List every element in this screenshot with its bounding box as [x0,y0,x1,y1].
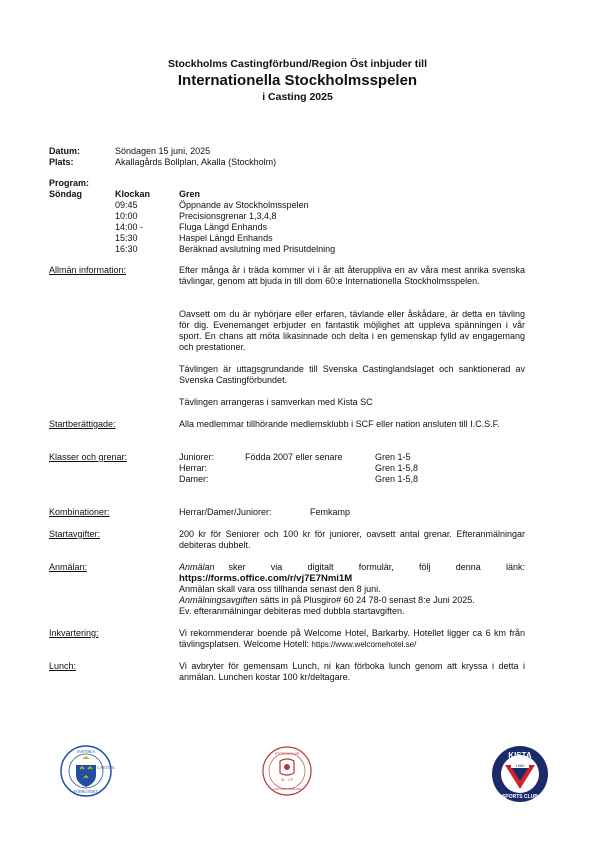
eligibility-text: Alla medlemmar tillhörande medlemsklubb i SCF eller nation ansluten till I.C.S.F. [179,419,500,429]
payment-instruction: sätts in på Plusgiro# 60 24 78-0 senast 8:e Juni 2025. [260,595,475,605]
lodging-label: Inkvartering: [49,628,99,638]
combination-classes: Herrar/Damer/Juniorer: [179,507,272,517]
kista-year: 1980 [515,763,525,768]
lunch-text: Vi avbryter för gemensam Lunch, ni kan förboka lunch genom att kryssa i detta i anmälan. Lunchen kostar 100 kr/deltagare. [179,661,525,682]
general-para-2: Oavsett om du är nybörjare eller erfaren, tävlande eller åskådare, är detta en tävling för dig. Evenemanget erbjuder en fantastik möjlighet att uppleva spänningen i vår sport. En chans att möta likasinnade och delta i en gemenskap fylld av engagemang och prestationer. [179,309,525,352]
scf-seal-icon [60,745,115,797]
datum-label: Datum: [49,146,80,156]
sthlm-text-bottom: CASTINGFÖRBUND [272,787,302,791]
program-event: Öppnande av Stockholmsspelen [179,200,309,210]
program-col-time: Klockan [115,189,151,199]
general-para-4: Tävlingen arrangeras i samverkan med Kista SC [179,397,373,407]
sthlm-seal-icon [262,745,312,797]
plats-label: Plats: [49,157,74,167]
event-subtitle: i Casting 2025 [262,91,333,103]
sthlm-logo [262,745,312,799]
sthlm-text-mid: SL · CF [281,778,293,782]
program-event: Precisionsgrenar 1,3,4,8 [179,211,277,221]
program-time: 10:00 [115,211,138,221]
program-time: 15:30 [115,233,138,243]
plats-value: Akallagårds Bollplan, Akalla (Stockholm) [115,157,277,167]
registration-late-fee: Ev. efteranmälningar debiteras med dubbla startavgiften. [179,606,405,616]
program-label: Program: [49,178,90,188]
program-event: Fluga Längd Enhands [179,222,268,232]
program-time: 09:45 [115,200,138,210]
registration-label: Anmälan: [49,562,88,572]
registration-instruction: sker via digitalt formulär, följ denna länk: [228,562,525,572]
kista-text-bottom: SPORTS CLUB [502,794,538,800]
class-name: Juniorer: [179,452,215,462]
class-name: Herrar: [179,463,208,473]
scf-logo [60,745,115,799]
general-para-1: Efter många år i träda kommer vi i år att återuppliva en av våra mest anrika svenska tävlingar, genom att bjuda in till dom 60:e Internationella Stockholmsspelen. [179,265,525,286]
scf-text-right: CASTING [97,765,115,770]
combination-label: Kombinationer: [49,507,110,517]
fees-label: Startavgifter: [49,529,101,539]
class-events: Gren 1-5,8 [375,463,419,473]
scf-text-top: SVENSKA [76,749,96,754]
class-name: Damer: [179,474,209,484]
program-col-event: Gren [179,189,201,199]
program-time: 16:30 [115,244,138,254]
kista-sc-icon [491,745,549,803]
kista-text-top: KISTA [508,751,532,760]
general-info-label: Allmän information: [49,265,127,275]
class-events: Gren 1-5,8 [375,474,419,484]
lodging-description: Vi rekommenderar boende på Welcome Hotel, Barkarby. Hotellet ligger ca 6 km från tävlingsplatsen. Welcome Hotell: [179,628,525,649]
program-event: Beräknad avslutning med Prisutdelning [179,244,336,254]
registration-link[interactable]: https://forms.office.com/r/vj7E7Nmi1M [179,573,353,584]
lodging-text [179,628,525,650]
payment-word: Anmälningsavgiften [179,595,258,605]
program-event: Haspel Längd Enhands [179,233,273,243]
registration-deadline: Anmälan skall vara oss tillhanda senast den 8 juni. [179,584,381,594]
general-para-3: Tävlingen är uttagsgrundande till Svenska Castinglandslaget och sanktionerad av Svenska Castingförbundet. [179,364,525,385]
registration-word: Anmälan [179,562,215,572]
datum-value: Söndagen 15 juni, 2025 [115,146,211,156]
fees-text: 200 kr för Seniorer och 100 kr för juniorer, oavsett antal grenar. Efteranmälningar debiteras dubbelt. [179,529,525,550]
registration-line-1 [179,562,525,573]
event-title: Internationella Stockholmsspelen [177,72,418,89]
program-time: 14:00 - [115,222,144,232]
kista-logo [491,745,549,805]
hotel-link[interactable]: https://www.welcomehotel.se/ [311,640,417,649]
lunch-label: Lunch: [49,661,77,671]
class-note: Födda 2007 eller senare [245,452,343,462]
invite-line: Stockholms Castingförbund/Region Öst inbjuder till [167,58,427,70]
sthlm-text-top: STOCKHOLMS [274,752,300,756]
program-day: Söndag [49,189,82,199]
class-events: Gren 1-5 [375,452,411,462]
scf-text-bottom: FÖRBUNDET [73,789,99,794]
registration-payment [179,595,475,606]
classes-label: Klasser och grenar: [49,452,128,462]
eligibility-label: Startberättigade: [49,419,116,429]
combination-value: Femkamp [310,507,351,517]
